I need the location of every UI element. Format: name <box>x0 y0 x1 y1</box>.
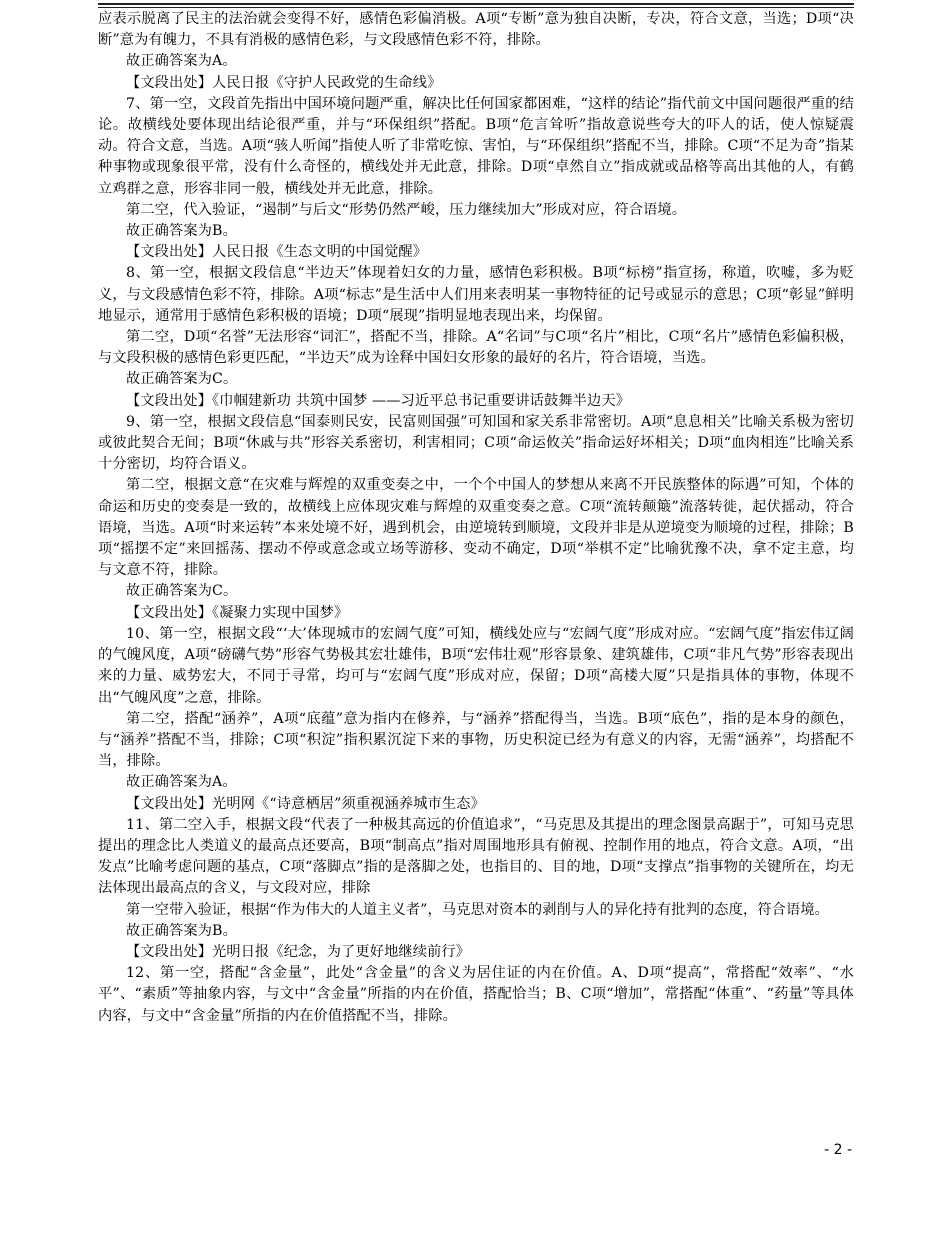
paragraph: 第二空，D项“名誉”无法形容“词汇”，搭配不当，排除。A“名词”与C项“名片”相比，C项“名片”感情色彩偏积极，与文段积极的感情色彩更匹配，“半边天”成为诠释中国妇女形象的最好的名片，符合语境，当选。 <box>98 329 854 367</box>
answer-line: 故正确答案为C。 <box>126 583 238 600</box>
answer-line: 故正确答案为A。 <box>126 774 237 791</box>
answer-line: 故正确答案为B。 <box>126 223 237 240</box>
source-line: 【文段出处】人民日报《生态文明的中国觉醒》 <box>126 244 428 261</box>
paragraph: 11、第二空入手，根据文段“代表了一种极其高远的价值追求”，“马克思及其提出的理念图景高踞于”，可知马克思提出的理念比人类道义的最高点还要高，B项“制高点”指对周围地形具有俯视、控制作用的地点，符合文意。A项，“出发点”比喻考虑问题的基点，C项“落脚点”指的是落脚之处，也指目的、目的地，D项“支撑点”指事物的关键所在，均无法体现出最高点的含义，与文段对应，排除 <box>98 816 854 897</box>
paragraph: 第二空，搭配“涵养”，A项“底蕴”意为指内在修养，与“涵养”搭配得当，当选。B项“底色”，指的是本身的颜色，与“涵养”搭配不当，排除；C项“积淀”指积累沉淀下来的事物，历史积淀已经为有意义的内容，无需“涵养”，均搭配不当，排除。 <box>98 710 854 770</box>
source-line: 【文段出处】《凝聚力实现中国梦》 <box>126 604 349 621</box>
header-rule <box>98 3 854 5</box>
paragraph: 9、第一空，根据文段信息“国泰则民安，民富则国强”可知国和家关系非常密切。A项“息息相关”比喻关系极为密切或彼此契合无间；B项“休戚与共”形容关系密切，利害相同；C项“命运攸关”指命运好坏相关；D项“血肉相连”比喻关系十分密切，均符合语义。 <box>98 413 854 473</box>
answer-line: 故正确答案为B。 <box>126 922 237 939</box>
page-number: - 2 - <box>824 1142 852 1158</box>
source-line: 【文段出处】光明网《“诗意栖居”须重视涵养城市生态》 <box>126 795 485 812</box>
answer-line: 故正确答案为A。 <box>126 53 237 70</box>
paragraph: 7、第一空，文段首先指出中国环境问题严重，解决比任何国家都困难，“这样的结论”指代前文中国问题很严重的结论。故横线处要体现出结论很严重，并与“环保组织”搭配。B项“危言耸听”指故意说些夸大的吓人的话，使人惊疑震动。符合文意，当选。A项“骇人听闻”指使人听了非常吃惊、害怕，与“环保组织”搭配不当，排除。C项“不足为奇”指某种事物或现象很平常，没有什么奇怪的，横线处并无此意，排除。D项“卓然自立”指成就或品格等高出其他的人，有鹤立鸡群之意，形容非同一般，横线处并无此意，排除。 <box>98 95 854 197</box>
answer-line: 故正确答案为C。 <box>126 371 238 388</box>
paragraph: 10、第一空，根据文段“‘大’体现城市的宏阔气度”可知，横线处应与“宏阔气度”形成对应。“宏阔气度”指宏伟辽阔的气魄风度，A项“磅礴气势”形容气势极其宏壮雄伟，B项“宏伟壮观”形容景象、建筑雄伟，C项“非凡气势”形容表现出来的力量、威势宏大，不同于寻常，均可与“宏阔气度”形成对应，保留；D项“高楼大厦”只是指具体的事物，体现不出“气魄风度”之意，排除。 <box>98 625 854 706</box>
document-body <box>98 9 854 1027</box>
paragraph: 12、第一空，搭配“含金量”，此处“含金量”的含义为居住证的内在价值。A、D项“提高”，常搭配“效率”、“水平”、“素质”等抽象内容，与文中“含金量”所指的内在价值，搭配恰当；B、C项“增加”，常搭配“体重”、“药量”等具体内容，与文中“含金量”所指的内在价值搭配不当，排除。 <box>98 965 854 1024</box>
paragraph: 应表示脱离了民主的法治就会变得不好，感情色彩偏消极。A项“专断”意为独自决断，专决，符合文意，当选；D项“决断”意为有魄力，不具有消极的感情色彩，与文段感情色彩不符，排除。 <box>98 11 854 49</box>
paragraph: 8、第一空，根据文段信息“半边天”体现着妇女的力量，感情色彩积极。B项“标榜”指宣扬，称道，吹嘘，多为贬义，与文段感情色彩不符，排除。A项“标志”是生活中人们用来表明某一事物特征的记号或显示的意思；C项“彰显”鲜明地显示，通常用于感情色彩积极的语境；D项“展现”指明显地表现出来，均保留。 <box>98 265 854 324</box>
document-page <box>98 0 854 1258</box>
source-line: 【文段出处】光明日报《纪念，为了更好地继续前行》 <box>126 943 471 960</box>
source-line: 【文段出处】《巾帼建新功 共筑中国梦 ——习近平总书记重要讲话鼓舞半边天》 <box>126 392 631 409</box>
paragraph: 第一空带入验证，根据“作为伟大的人道主义者”，马克思对资本的剥削与人的异化持有批判的态度，符合语境。 <box>126 901 830 918</box>
paragraph: 第二空，根据文意“在灾难与辉煌的双重变奏之中，一个个中国人的梦想从来离不开民族整体的际遇”可知，个体的命运和历史的变奏是一致的，故横线上应体现灾难与辉煌的双重变奏之意。C项“流转颠簸”流落转徙，起伏摇动，符合语境，当选。A项“时来运转”本来处境不好，遇到机会，由逆境转到顺境，文段并非是从逆境变为顺境的过程，排除；B项“摇摆不定”来回摇荡、摆动不停或意念或立场等游移、变动不确定，D项“举棋不定”比喻犹豫不决，拿不定主意，均与文意不符，排除。 <box>98 477 855 579</box>
paragraph: 第二空，代入验证，“遏制”与后文“形势仍然严峻，压力继续加大”形成对应，符合语境。 <box>126 201 687 218</box>
source-line: 【文段出处】人民日报《守护人民政党的生命线》 <box>126 74 442 91</box>
header-rule-thin <box>98 7 854 8</box>
